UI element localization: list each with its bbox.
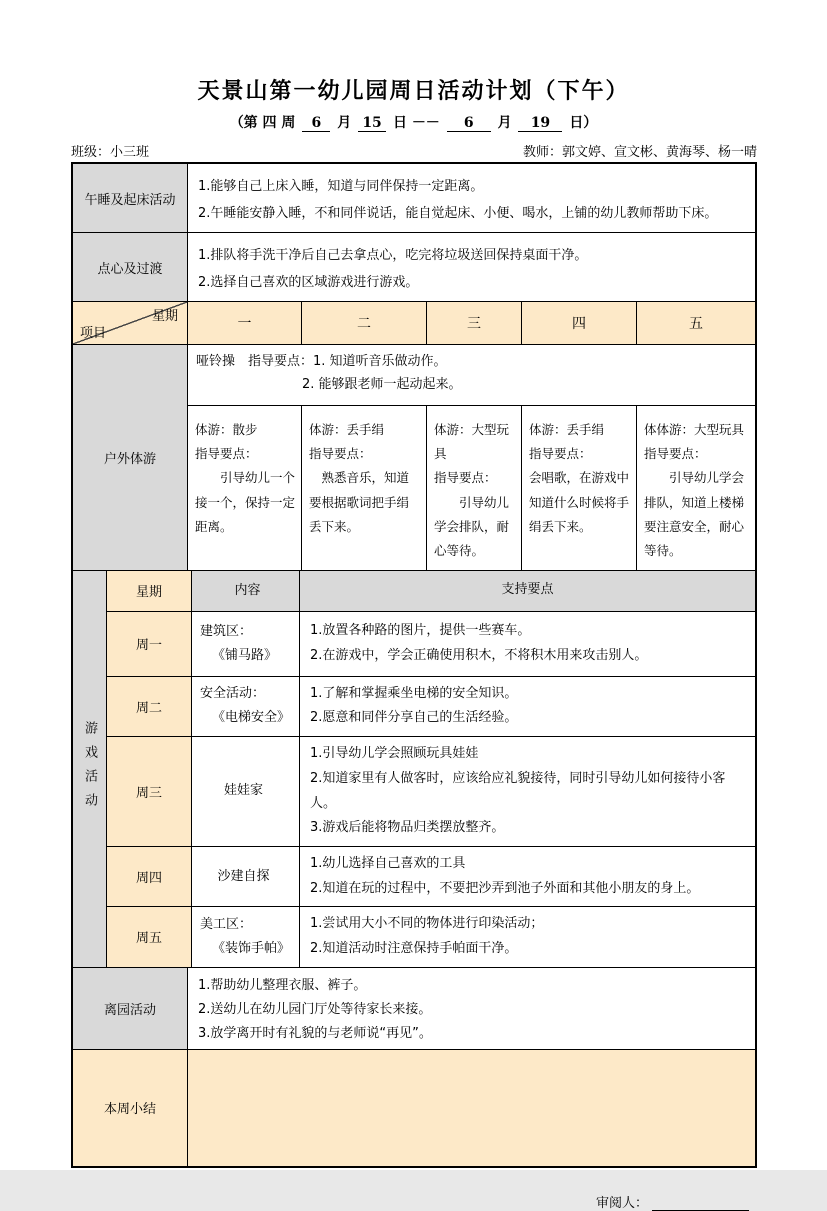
month2-blank: 6 (447, 115, 491, 132)
subtitle-suffix: 日） (569, 115, 598, 131)
outdoor-line: 指导要点： (644, 445, 707, 461)
games-support-line: 3.游戏后能将物品归类摆放整齐。 (310, 820, 505, 836)
outdoor-day-tue (301, 406, 426, 570)
nap-row-label: 午睡及起床活动 (73, 164, 187, 232)
outdoor-line: 会唱歌，在游戏中知道什么时候将手绢丢下来。 (529, 470, 630, 534)
month2-label: 月 (497, 115, 512, 131)
games-content-cell (191, 907, 299, 966)
table-row-outdoor (73, 344, 755, 570)
snack-item: 1.排队将手洗干净后自己去拿点心，吃完将垃圾送回保持桌面干净。 (198, 248, 588, 263)
date-dash: －－ (411, 115, 440, 131)
outdoor-line: 体游：丢手绢 (309, 421, 385, 437)
table-row-nap (73, 164, 755, 232)
table-row-snack (73, 232, 755, 301)
games-table (106, 571, 755, 967)
outdoor-row-label: 户外体游 (73, 345, 187, 570)
games-header-row (107, 571, 755, 611)
outdoor-line: 指导要点： (195, 445, 258, 461)
games-day-label: 周二 (107, 677, 191, 736)
outdoor-line: 指导要点： (434, 470, 497, 486)
games-col-content: 内容 (191, 571, 299, 611)
table-row-games (73, 570, 755, 967)
nap-item: 1.能够自己上床入睡，知道与同伴保持一定距离。 (198, 179, 484, 194)
corner-project-label: 项目 (80, 326, 107, 341)
outdoor-line: 体体游：大型玩具 (644, 421, 745, 437)
games-row-mon (107, 611, 755, 676)
games-content-line: 美工区： (200, 916, 253, 932)
games-support-line: 1.引导幼儿学会照顾玩具娃娃 (310, 746, 479, 762)
games-support-line: 1.了解和掌握乘坐电梯的安全知识。 (310, 685, 518, 701)
outdoor-common-line: 哑铃操 指导要点：1. 知道听音乐做动作。 (196, 354, 447, 369)
summary-row-label: 本周小结 (73, 1050, 187, 1166)
weekday-header-wed: 三 (426, 302, 521, 344)
games-support-line: 1.放置各种路的图片，提供一些赛车。 (310, 623, 531, 639)
table-row-summary (73, 1049, 755, 1166)
nap-item: 2.午睡能安静入睡，不和同伴说话，能自觉起床、小便、喝水，上铺的幼儿教师帮助下床。 (198, 206, 718, 221)
day1-blank: 15 (358, 115, 386, 132)
week-date-line (0, 112, 827, 132)
reviewer-label: 审阅人： (595, 1195, 648, 1211)
games-col-week: 星期 (107, 571, 191, 611)
outdoor-line: 指导要点： (309, 445, 372, 461)
leave-row-content (187, 968, 755, 1049)
weekday-header-thu: 四 (521, 302, 636, 344)
outdoor-line: 引导幼儿一个接一个，保持一定距离。 (195, 470, 296, 534)
outdoor-line: 引导幼儿学会排队，知道上楼梯要注意安全，耐心等待。 (644, 470, 745, 559)
month1-label: 月 (337, 115, 352, 131)
outdoor-day-thu (521, 406, 636, 570)
games-col-support: 支持要点 (299, 571, 755, 611)
reviewer-line (71, 1192, 757, 1211)
outdoor-common-exercise (188, 345, 755, 406)
games-support-cell (299, 677, 755, 736)
outdoor-line: 体游：丢手绢 (529, 421, 605, 437)
games-support-line: 2.在游戏中，学会正确使用积木，不将积木用来攻击别人。 (310, 647, 648, 663)
nap-row-content (187, 164, 755, 232)
games-content-line: 建筑区： (200, 623, 253, 639)
games-row-wed (107, 736, 755, 846)
games-day-label: 周一 (107, 612, 191, 676)
games-support-cell (299, 907, 755, 966)
outdoor-day-fri (636, 406, 755, 570)
games-row-fri (107, 906, 755, 966)
day2-blank: 19 (518, 115, 562, 132)
reviewer-signature-blank[interactable] (652, 1196, 749, 1211)
games-content-line: 《铺马路》 (212, 647, 278, 663)
games-support-line: 2.知道活动时注意保持手帕面干净。 (310, 940, 518, 956)
games-section-label-cell (73, 571, 106, 967)
games-content-line: 娃娃家 (223, 783, 263, 799)
outdoor-content (187, 345, 755, 570)
outdoor-common-line: 2. 能够跟老师一起动起来。 (302, 376, 462, 392)
snack-item: 2.选择自己喜欢的区域游戏进行游戏。 (198, 275, 419, 290)
games-content-cell (191, 847, 299, 906)
games-support-cell (299, 847, 755, 906)
weekday-header-tue: 二 (301, 302, 426, 344)
outdoor-line: 引导幼儿学会排队，耐心等待。 (434, 494, 510, 559)
diagonal-corner-cell (73, 302, 187, 344)
outdoor-day-mon (188, 406, 301, 570)
games-row-tue (107, 676, 755, 736)
games-content-cell (191, 677, 299, 736)
games-support-line: 2.知道在玩的过程中，不要把沙弄到池子外面和其他小朋友的身上。 (310, 880, 700, 896)
class-label: 班级：小三班 (71, 145, 150, 160)
leave-item: 3.放学离开时有礼貌的与老师说“再见”。 (198, 1025, 432, 1041)
day1-label: 日 (392, 115, 407, 131)
games-support-line: 2.知道家里有人做客时，应该给应礼貌接待，同时引导幼儿如何接待小客人。 (310, 770, 726, 811)
table-row-leave (73, 967, 755, 1049)
games-content-cell (191, 612, 299, 676)
subtitle-prefix: （第 四 周 (229, 115, 296, 131)
summary-content-blank[interactable] (187, 1050, 755, 1166)
weekday-header-row (73, 301, 755, 344)
outdoor-line: 体游：散步 (195, 421, 258, 437)
games-row-thu (107, 846, 755, 906)
weekday-header-mon: 一 (187, 302, 301, 344)
games-content-line: 沙建自探 (217, 868, 270, 884)
plan-table (71, 162, 757, 1168)
games-support-cell (299, 612, 755, 676)
outdoor-day-wed (426, 406, 521, 570)
games-support-line: 2.愿意和同伴分享自己的生活经验。 (310, 710, 518, 726)
page-title: 天景山第一幼儿园周日活动计划（下午） (197, 78, 630, 104)
games-day-label: 周三 (107, 737, 191, 846)
games-content-line: 《装饰手帕》 (212, 940, 291, 956)
games-content-line: 安全活动： (200, 686, 266, 702)
leave-item: 1.帮助幼儿整理衣服、裤子。 (198, 977, 367, 993)
outdoor-day-cells (188, 406, 755, 570)
outdoor-line: 熟悉音乐，知道要根据歌词把手绢丢下来。 (309, 470, 410, 534)
meta-row (71, 141, 757, 160)
snack-row-label: 点心及过渡 (73, 233, 187, 301)
games-support-line: 1.尝试用大小不同的物体进行印染活动； (310, 916, 544, 932)
games-content-cell (191, 737, 299, 846)
games-day-label: 周五 (107, 907, 191, 966)
leave-row-label: 离园活动 (73, 968, 187, 1049)
outdoor-line: 指导要点： (529, 445, 592, 461)
corner-week-label: 星期 (151, 309, 178, 324)
teachers-label: 教师：郭文婷、宣文彬、黄海琴、杨一晴 (522, 145, 757, 160)
games-support-cell (299, 737, 755, 846)
month1-blank: 6 (302, 115, 330, 132)
games-support-line: 1.幼儿选择自己喜欢的工具 (310, 855, 466, 871)
games-section-label: 游戏活动 (82, 720, 97, 817)
outdoor-line: 体游：大型玩具 (434, 421, 510, 461)
snack-row-content (187, 233, 755, 301)
games-day-label: 周四 (107, 847, 191, 906)
leave-item: 2.送幼儿在幼儿园门厅处等待家长来接。 (198, 1001, 432, 1017)
weekday-header-fri: 五 (636, 302, 755, 344)
games-content-line: 《电梯安全》 (212, 710, 291, 726)
